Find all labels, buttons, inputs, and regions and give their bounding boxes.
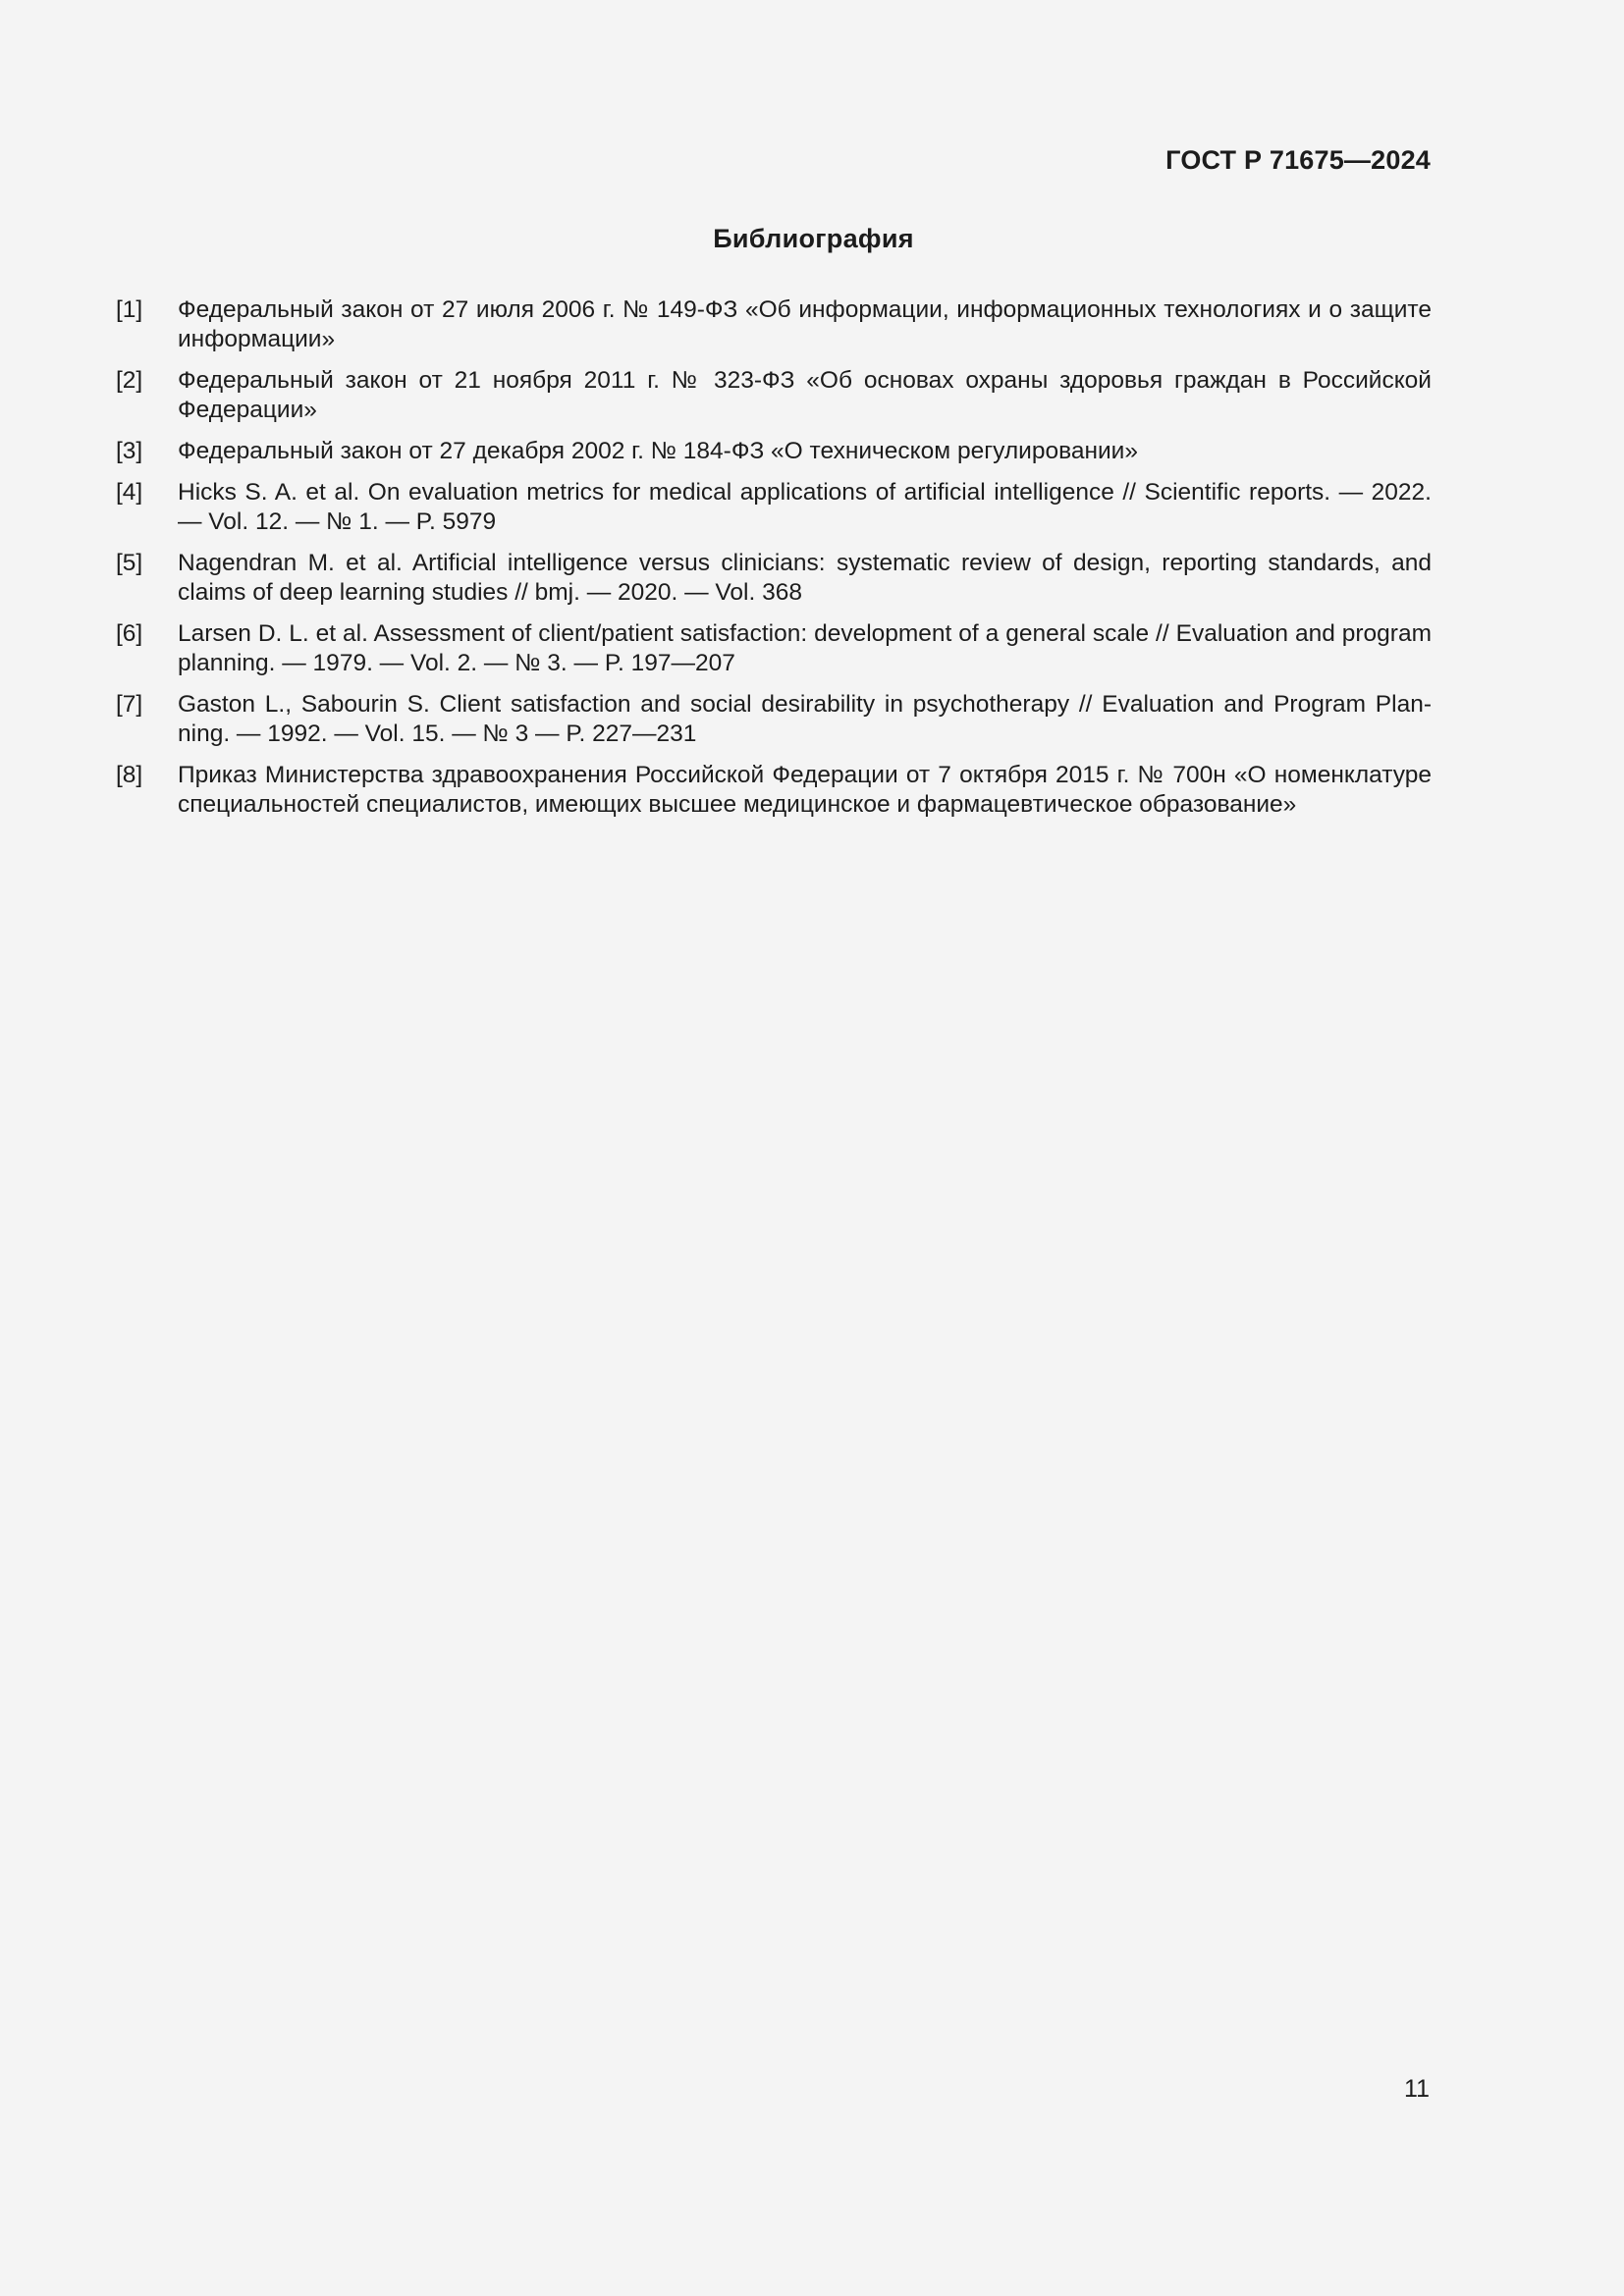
entry-number: [6] [116,620,143,647]
bibliography-entry [116,366,1432,425]
entry-text: Федеральный закон от 21 ноября 2011 г. № 323-ФЗ «Об основах охраны здоровья граждан в Российской Федерации» [178,367,1432,423]
bibliography-entry [116,549,1432,608]
entry-text: Nagendran M. et al. Artificial intelligence versus clinicians: systematic review of design, reporting standards, and claims of deep learning studies // bmj. — 2020. — Vol. 368 [178,550,1432,606]
entry-number: [2] [116,367,143,394]
entry-number: [8] [116,762,143,788]
entry-text: Larsen D. L. et al. Assessment of client/patient satisfaction: development of a general scale // Evaluation and program planning. — 1979. — Vol. 2. — № 3. — P. 197—207 [178,620,1432,676]
entry-number: [4] [116,479,143,506]
entry-text: Hicks S. A. et al. On evaluation metrics for medical applications of artificial intelligence // Scientific reports. — 2022. — Vol. 12. — № 1. — P. 5979 [178,479,1432,535]
section-title: Библиография [713,224,914,253]
entry-text: Приказ Министерства здравоохранения Российской Федерации от 7 октября 2015 г. № 700н «О номенклатуре специальностей специалистов, имеющих высшее медицинское и фармацевтическое образование» [178,762,1432,818]
bibliography-list [116,295,1432,831]
bibliography-entry [116,295,1432,354]
entry-text: Федеральный закон от 27 июля 2006 г. № 149-ФЗ «Об информации, информационных технологиях и о защите информации» [178,296,1432,352]
bibliography-entry [116,478,1432,537]
entry-text: Gaston L., Sabourin S. Client satisfaction and social desirability in psychotherapy // Evaluation and Program Planning. — 1992. — Vol. 15. — № 3 — P. 227—231 [178,691,1432,747]
bibliography-entry [116,437,1432,466]
bibliography-entry [116,619,1432,678]
entry-number: [1] [116,296,143,323]
entry-number: [5] [116,550,143,576]
entry-number: [7] [116,691,143,718]
entry-number: [3] [116,438,143,464]
page-number: 11 [1404,2075,1430,2103]
document-code: ГОСТ Р 71675—2024 [1165,145,1431,175]
entry-text: Федеральный закон от 27 декабря 2002 г. № 184-ФЗ «О техническом регулировании» [178,438,1138,464]
bibliography-entry [116,761,1432,820]
bibliography-entry [116,690,1432,749]
